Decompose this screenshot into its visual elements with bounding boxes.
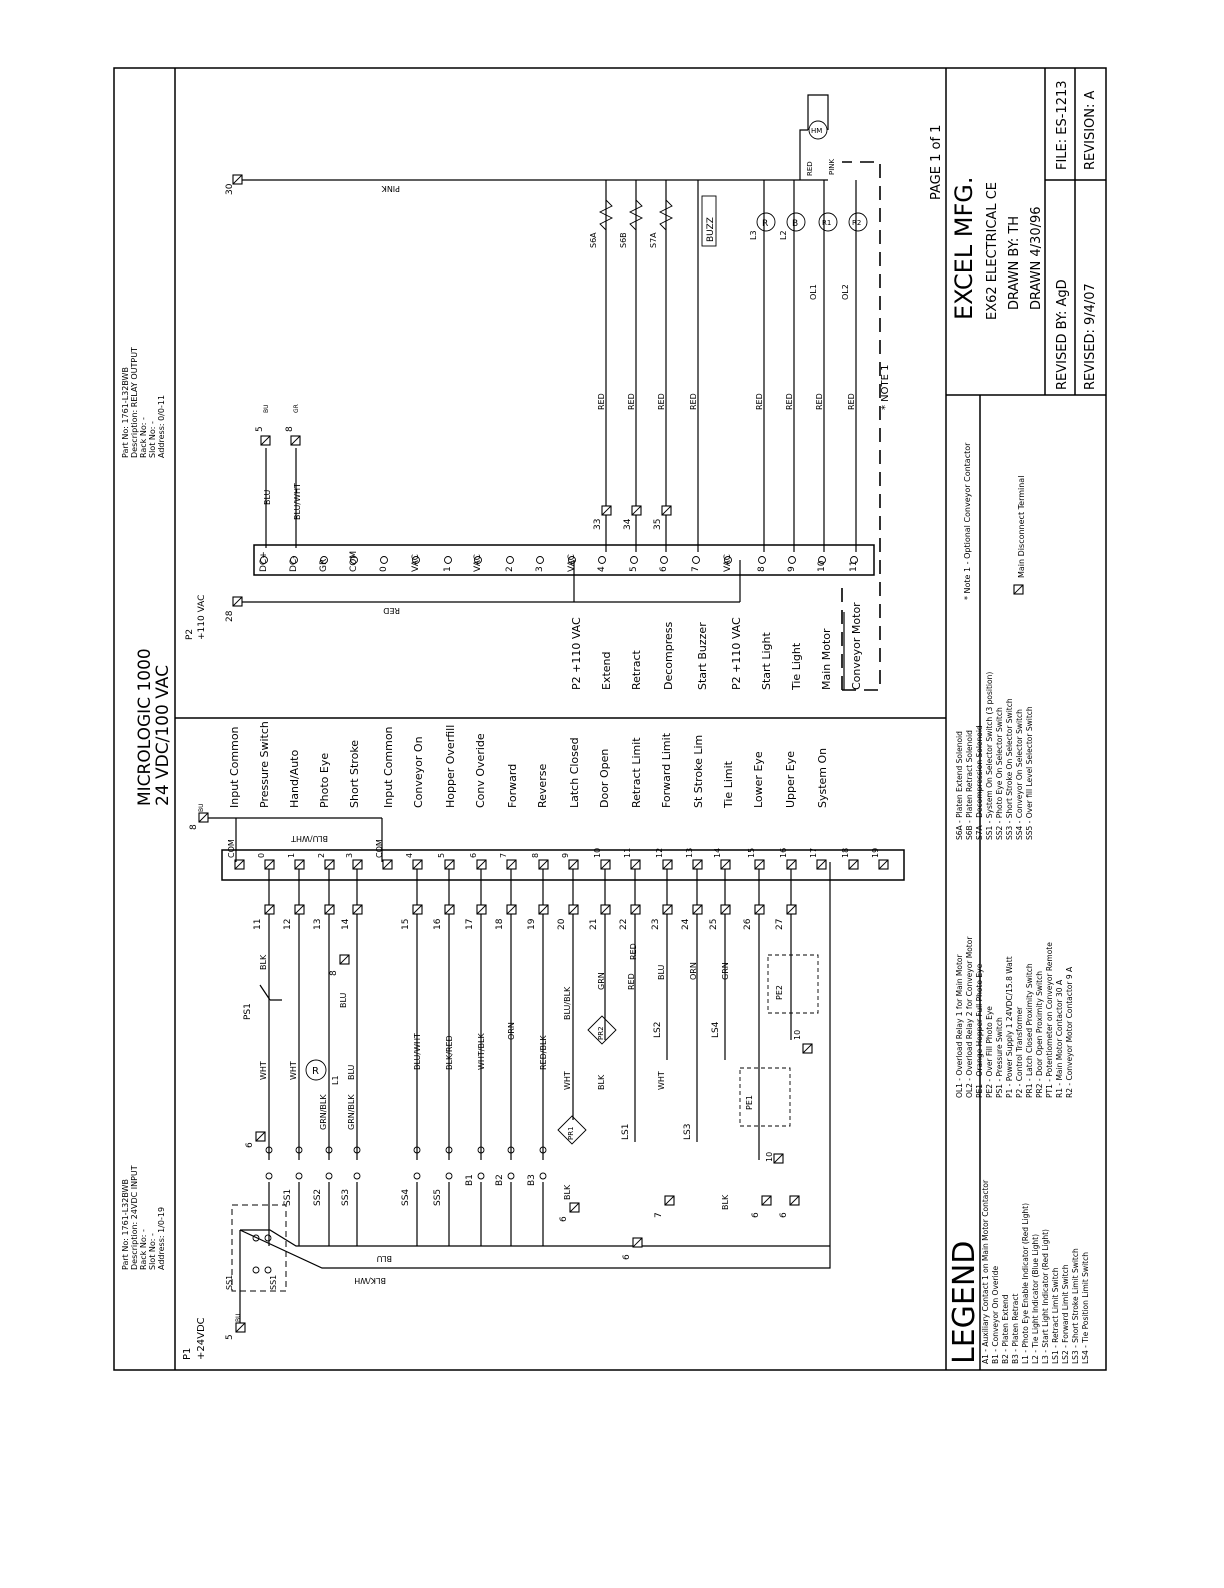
- legend-entry: SS4 - Conveyor On Selector Switch: [1015, 709, 1024, 840]
- legend-entry: B3 - Platen Retract: [1011, 1293, 1020, 1364]
- wire-number: 20: [557, 918, 567, 930]
- svg-text:R1: R1: [822, 219, 832, 227]
- input-terminal-label: 13: [685, 847, 694, 858]
- legend-entry: PR1 - Latch Closed Proximity Switch: [1025, 963, 1034, 1098]
- wire-number: 24: [681, 918, 691, 930]
- wire-color-label: RED: [627, 973, 636, 990]
- solenoid-label: S7A: [649, 232, 658, 248]
- legend-entry: SS2 - Photo Eye On Selector Switch: [995, 707, 1004, 840]
- legend-entry: S6A - Platen Extend Solenoid: [955, 731, 964, 840]
- solenoid-label: S6B: [619, 232, 628, 248]
- output-wire-color: RED: [657, 393, 666, 410]
- note-marker: * NOTE 1: [880, 364, 891, 410]
- wire-color-label: GRN: [597, 972, 606, 990]
- r2-contactor-icon: [849, 213, 867, 231]
- output-function-label: P2 +110 VAC: [730, 617, 743, 690]
- svg-text:PE2: PE2: [775, 985, 784, 1000]
- wire-color-label: WHT: [563, 1071, 572, 1090]
- svg-text:HM: HM: [811, 127, 823, 135]
- legend-entry: PS1 - Pressure Switch: [995, 1017, 1004, 1098]
- pe2-photo-eye: [768, 955, 818, 1053]
- pe1-photo-eye: [740, 1068, 790, 1163]
- output-wire-color: RED: [627, 393, 636, 410]
- output-function-label: Retract: [630, 650, 643, 690]
- wire-number: 19: [527, 918, 537, 930]
- input-device-label: SS3: [341, 1188, 351, 1206]
- svg-text:Rack No: -: Rack No: -: [139, 1229, 148, 1270]
- output-terminal-label: 10: [817, 560, 827, 572]
- wire-number: 14: [341, 918, 351, 930]
- wire-number: 22: [619, 918, 629, 930]
- revised-date: REVISED: 9/4/07: [1083, 283, 1098, 390]
- legend-entry: B1 - Conveyor On Overide: [991, 1265, 1000, 1364]
- svg-text:BU: BU: [263, 404, 270, 413]
- output-terminal-strip: [254, 545, 874, 575]
- legend-entry: OL1 - Overload Relay 1 for Main Motor: [955, 954, 964, 1098]
- svg-text:B: B: [792, 219, 799, 229]
- svg-text:5: 5: [255, 426, 265, 432]
- wire-number: 27: [775, 918, 785, 930]
- input-function-label: Hand/Auto: [288, 749, 301, 808]
- legend-entry: PE2 - Over Fill Photo Eye: [985, 1006, 994, 1098]
- legend-column-2: [955, 936, 1074, 1098]
- input-terminal-label: 11: [623, 847, 632, 858]
- input-device-label: LS1: [621, 1123, 631, 1140]
- pr2-proximity-switch: [588, 1016, 616, 1044]
- wire-number: 13: [313, 918, 323, 930]
- solenoid-label: S6A: [589, 232, 598, 248]
- wire-number: 11: [253, 918, 263, 930]
- wire-color-label: GRN: [721, 962, 730, 980]
- output-wire-color: RED: [755, 393, 764, 410]
- wire-color-label: BLU/WHT: [413, 1033, 422, 1070]
- legend-entry: B2 - Platen Extend: [1001, 1294, 1010, 1364]
- wire-color-label: BLU: [347, 1064, 356, 1080]
- input-terminal-label: 12: [655, 847, 664, 858]
- p2-label: P2: [185, 628, 195, 640]
- legend-column-1: [981, 1179, 1090, 1364]
- svg-text:OL2: OL2: [841, 284, 850, 300]
- svg-text:R2: R2: [852, 219, 862, 227]
- input-terminal-label: 18: [841, 847, 850, 858]
- svg-text:BLK/WH: BLK/WH: [354, 1276, 386, 1285]
- input-device-label: LS2: [653, 1021, 663, 1038]
- svg-text:Description: 24VDC INPUT: Description: 24VDC INPUT: [130, 1165, 139, 1270]
- wire-color-label: ORN: [507, 1022, 516, 1040]
- l2-light-icon: [779, 213, 805, 240]
- legend-entry: PE1 - Orange Hopper Full Photo Eye: [975, 963, 984, 1098]
- output-terminal-label: COM: [349, 550, 359, 572]
- svg-text:OL1: OL1: [809, 284, 818, 300]
- wire-number: 16: [433, 918, 443, 930]
- output-terminal-label: 11: [849, 560, 859, 572]
- wire-number: 25: [709, 918, 719, 930]
- output-terminal-label: DC-: [289, 555, 299, 572]
- svg-text:BU: BU: [235, 1313, 242, 1322]
- output-terminal-label: 6: [659, 566, 669, 572]
- svg-text:L1: L1: [331, 1075, 340, 1085]
- wire-number: 12: [283, 918, 293, 930]
- svg-text:BUZZ: BUZZ: [706, 217, 716, 242]
- output-wire-color: RED: [847, 393, 856, 410]
- output-wire-color: RED: [689, 393, 698, 410]
- svg-text:GR: GR: [293, 404, 300, 413]
- svg-text:Address: 1/0-19: Address: 1/0-19: [157, 1206, 166, 1270]
- input-function-label: Short Stroke: [348, 739, 361, 808]
- wire-number: 26: [743, 918, 753, 930]
- output-function-label: Start Light: [760, 632, 773, 690]
- wire-color-label: BLK: [721, 1194, 730, 1210]
- wire-color-label: ORN: [689, 962, 698, 980]
- input-terminal-label: 10: [593, 847, 602, 858]
- svg-text:8: 8: [329, 970, 339, 976]
- file-number: FILE: ES-1213: [1055, 80, 1070, 170]
- svg-text:SS1: SS1: [269, 1274, 278, 1290]
- svg-text:Part No: 1761-L32BWB: Part No: 1761-L32BWB: [121, 367, 130, 458]
- input-device-label: LS4: [711, 1021, 721, 1038]
- legend-entry: R1 - Main Motor Contactor 30 A: [1055, 979, 1064, 1098]
- input-terminal-label: 8: [531, 852, 540, 858]
- svg-text:8: 8: [285, 426, 295, 432]
- svg-text:5: 5: [225, 1334, 235, 1340]
- input-function-label: Tie Limit: [722, 761, 735, 808]
- output-wire-color: RED: [785, 393, 794, 410]
- svg-text:6: 6: [559, 1216, 569, 1222]
- wire-color-label: BLK: [259, 954, 268, 970]
- wire-color-label: RED/BLK: [539, 1035, 548, 1070]
- svg-text:PINK: PINK: [828, 158, 836, 175]
- output-terminal-label: 2: [505, 566, 515, 572]
- controller-title: MICROLOGIC 1000: [135, 648, 155, 806]
- svg-text:28: 28: [225, 610, 235, 622]
- hm-meter-icon: [809, 121, 827, 139]
- svg-text:RED: RED: [806, 161, 814, 176]
- svg-text:10: 10: [765, 1151, 774, 1162]
- legend-entry: L2 - Tie Light Indicator (Blue Light): [1031, 1233, 1040, 1364]
- output-terminal-label: 0: [379, 566, 389, 572]
- legend-entry: P2 - Control Transformer: [1015, 1006, 1024, 1098]
- input-function-label: Conveyor On: [412, 736, 425, 808]
- l3-light-icon: [749, 213, 775, 240]
- input-device-label: B2: [495, 1174, 505, 1186]
- company-name: EXCEL MFG.: [950, 176, 978, 320]
- input-terminal-label: 1: [287, 852, 296, 858]
- wire-number: 21: [589, 918, 599, 930]
- output-terminal-label: 1: [443, 566, 453, 572]
- svg-text:7: 7: [654, 1212, 664, 1218]
- wire-color-label: WHT: [657, 1071, 666, 1090]
- note-1-text: * Note 1 - Optional Conveyor Contactor: [963, 442, 972, 600]
- output-wiring: [589, 180, 856, 552]
- p1-label: P1: [182, 1347, 193, 1360]
- legend-entry: L1 - Photo Eye Enable Indicator (Red Light): [1021, 1202, 1030, 1364]
- output-wire-color: RED: [815, 393, 824, 410]
- output-function-label: Extend: [600, 651, 613, 690]
- controller-subtitle: 24 VDC/100 VAC: [153, 665, 173, 806]
- input-function-label: Input Common: [228, 726, 241, 808]
- input-function-label: Conv Overide: [474, 733, 487, 808]
- input-terminal-label: COM: [375, 839, 384, 858]
- legend-entry: OL2 - Overload Relay 2 for Conveyor Motor: [965, 936, 974, 1098]
- input-terminal-label: COM: [227, 839, 236, 858]
- input-terminal-label: 17: [809, 847, 818, 858]
- input-terminal-label: 5: [437, 852, 446, 858]
- input-device-label: B3: [527, 1174, 537, 1186]
- svg-text:10: 10: [793, 1029, 802, 1040]
- output-terminal-label: 9: [787, 566, 797, 572]
- legend-entry: S7A - Decompression Solenoid: [975, 725, 984, 840]
- output-terminal-label: 4: [597, 566, 607, 572]
- output-function-label: Decompress: [662, 621, 675, 690]
- p1-voltage: +24VDC: [196, 1317, 207, 1360]
- legend-entry: LS1 - Retract Limit Switch: [1051, 1267, 1060, 1364]
- ss1-selector-switch: [225, 1205, 286, 1291]
- disconnect-terminal-text: Main Disconnect Terminal: [1017, 475, 1026, 578]
- svg-text:SS1: SS1: [225, 1274, 234, 1290]
- svg-text:8: 8: [189, 824, 199, 830]
- output-wire-number: 33: [593, 518, 603, 530]
- input-function-label: System On: [816, 747, 829, 808]
- drawn-by: DRAWN BY: TH: [1007, 215, 1022, 310]
- input-function-label: Hopper Overfill: [444, 724, 457, 808]
- legend-entry: LS3 - Short Stroke Limit Switch: [1071, 1248, 1080, 1364]
- input-device-label: SS1: [283, 1188, 293, 1206]
- input-terminal-label: 14: [713, 847, 722, 858]
- title-block: [929, 80, 1098, 390]
- svg-text:6: 6: [779, 1212, 789, 1218]
- input-terminal-label: 6: [469, 852, 478, 858]
- wire-number: 18: [495, 918, 505, 930]
- svg-text:Slot No: -: Slot No: -: [148, 1233, 157, 1270]
- wire-color-label: BLU/BLK: [563, 986, 572, 1020]
- svg-text:PR1: PR1: [567, 1126, 575, 1140]
- svg-text:BU: BU: [198, 803, 205, 812]
- drawn-date: DRAWN 4/30/96: [1029, 206, 1044, 310]
- input-device-label: B1: [465, 1174, 475, 1186]
- output-function-label: Conveyor Motor: [850, 602, 863, 690]
- output-terminals: [259, 551, 859, 572]
- input-function-label: Lower Eye: [752, 751, 765, 808]
- input-terminal-label: 19: [871, 847, 880, 858]
- input-terminal-label: 9: [561, 852, 570, 858]
- output-wire-color: RED: [597, 393, 606, 410]
- wire-color-label: GRN/BLK: [347, 1094, 356, 1130]
- input-function-label: Input Common: [382, 726, 395, 808]
- output-terminal-label: VAC: [411, 554, 421, 572]
- input-terminal-label: 16: [779, 847, 788, 858]
- legend-entry: LS4 - Tie Position Limit Switch: [1081, 1252, 1090, 1364]
- input-device-label: SS4: [401, 1188, 411, 1206]
- legend-entry: SS5 - Over fill Level Selector Switch: [1025, 706, 1034, 840]
- output-wire-number: 35: [653, 518, 663, 530]
- legend-entry: L3 - Start Light Indicator (Red Light): [1041, 1229, 1050, 1364]
- wire-number: 15: [401, 918, 411, 930]
- legend-entry: SS3 - Short Stroke On Selector Switch: [1005, 698, 1014, 840]
- input-function-label: Forward: [506, 763, 519, 808]
- output-function-label: P2 +110 VAC: [570, 617, 583, 690]
- input-function-label: Upper Eye: [784, 750, 797, 808]
- input-wiring: [253, 869, 796, 1246]
- output-terminal-label: 8: [757, 566, 767, 572]
- svg-text:6: 6: [622, 1254, 632, 1260]
- legend-column-3: [955, 672, 1034, 840]
- input-function-label: Latch Closed: [568, 737, 581, 808]
- svg-text:RED: RED: [383, 606, 400, 615]
- legend-entry: LS2 - Forward Limit Switch: [1061, 1264, 1070, 1364]
- input-terminal-label: 7: [499, 852, 508, 858]
- output-terminal-label: VAC: [567, 554, 577, 572]
- input-module-info: [121, 1165, 166, 1270]
- input-functions: [228, 721, 829, 809]
- wire-color-label: BLK/RED: [445, 1035, 454, 1070]
- svg-text:6: 6: [245, 1142, 255, 1148]
- svg-text:PR2: PR2: [597, 1026, 605, 1040]
- output-terminal-label: 7: [691, 566, 701, 572]
- output-wire-number: 34: [623, 518, 633, 530]
- input-terminal-label: 2: [317, 852, 326, 858]
- input-device-label: SS5: [433, 1188, 443, 1206]
- p2-voltage: +110 VAC: [197, 594, 207, 640]
- wire-color-label: BLU: [657, 964, 666, 980]
- output-function-label: Main Motor: [820, 628, 833, 690]
- input-terminal-label: 4: [405, 852, 414, 858]
- input-terminal-label: 15: [747, 847, 756, 858]
- input-function-label: Pressure Switch: [258, 721, 271, 808]
- input-function-label: Door Open: [598, 748, 611, 808]
- input-terminal-label: 3: [345, 852, 354, 858]
- r1-contactor-icon: [819, 213, 837, 231]
- legend-entry: S6B - Platen Retract Solenoid: [965, 730, 974, 840]
- output-terminal-label: VAC: [723, 554, 733, 572]
- svg-text:Rack No: -: Rack No: -: [139, 417, 148, 458]
- output-terminal-label: 5: [629, 566, 639, 572]
- svg-text:BLU/WHT: BLU/WHT: [291, 834, 328, 843]
- legend-entry: A1 - Auxiliary Contact 1 on Main Motor Contactor: [981, 1179, 990, 1364]
- wire-number: 17: [465, 918, 475, 930]
- revised-by: REVISED BY: AgD: [1055, 279, 1070, 390]
- svg-text:BLU: BLU: [376, 1254, 392, 1263]
- input-function-label: Retract Limit: [630, 737, 643, 808]
- svg-text:PS1: PS1: [243, 1003, 253, 1020]
- wire-color-label: WHT: [289, 1061, 298, 1080]
- pr1-proximity-switch: [558, 1116, 586, 1144]
- output-functions: [570, 602, 863, 691]
- wire-color-label: GRN/BLK: [319, 1094, 328, 1130]
- svg-text:R: R: [762, 219, 769, 229]
- svg-text:Part No: 1761-L32BWB: Part No: 1761-L32BWB: [121, 1179, 130, 1270]
- svg-text:Address: 0/0-11: Address: 0/0-11: [157, 394, 166, 458]
- svg-text:L2: L2: [779, 230, 788, 240]
- svg-text:BLU: BLU: [263, 489, 272, 505]
- legend-entry: R2 - Conveyor Motor Contactor 9 A: [1065, 966, 1074, 1098]
- wire-color-label: BLK: [563, 1184, 572, 1200]
- input-function-label: Photo Eye: [318, 752, 331, 808]
- revision: REVISION: A: [1083, 90, 1098, 170]
- svg-text:Description: RELAY OUTPUT: Description: RELAY OUTPUT: [130, 347, 139, 458]
- wire-color-label: WHT: [259, 1061, 268, 1080]
- wire-number: 23: [651, 918, 661, 930]
- output-terminal-label: DC+: [259, 551, 269, 572]
- legend-entry: PT1 - Potentiometer on Conveyor Remote: [1045, 942, 1054, 1098]
- legend-entry: SS1 - System On Selector Switch (3 position): [985, 671, 994, 840]
- svg-text:6: 6: [751, 1212, 761, 1218]
- output-terminal-label: VAC: [473, 554, 483, 572]
- output-function-label: Tie Light: [790, 642, 803, 690]
- wire-color-label: WHT/BLK: [477, 1033, 486, 1070]
- svg-text:Slot No: -: Slot No: -: [148, 421, 157, 458]
- output-terminal-label: GR: [319, 558, 329, 572]
- wire-color-label: BLU: [339, 992, 348, 1008]
- page-number: PAGE 1 of 1: [929, 124, 944, 200]
- input-function-label: Forward Limit: [660, 732, 673, 808]
- svg-text:BLU/WHT: BLU/WHT: [293, 483, 302, 520]
- input-function-label: Reverse: [536, 763, 549, 808]
- input-terminal-label: 0: [257, 852, 266, 858]
- wire-color-label: BLK: [597, 1074, 606, 1090]
- input-device-label: SS2: [313, 1188, 323, 1206]
- legend-entry: PR2 - Door Open Proximity Switch: [1035, 971, 1044, 1098]
- svg-text:PINK: PINK: [381, 184, 400, 193]
- wire-color-label: RED: [629, 943, 638, 960]
- output-function-label: Start Buzzer: [696, 622, 709, 690]
- output-module-info: [121, 347, 166, 458]
- input-device-label: LS3: [683, 1123, 693, 1140]
- drawing-title: EX62 ELECTRICAL CE: [985, 182, 1000, 320]
- svg-text:L3: L3: [749, 230, 758, 240]
- output-terminal-label: 3: [535, 566, 545, 572]
- legend-entry: P1 - Power Supply 1 24VDC/15.8 Watt: [1005, 956, 1014, 1098]
- svg-text:PE1: PE1: [745, 1095, 754, 1110]
- svg-text:R: R: [312, 1066, 319, 1077]
- svg-text:30: 30: [225, 183, 235, 195]
- legend-title: LEGEND: [947, 1240, 982, 1364]
- input-function-label: St Stroke Lim: [692, 734, 705, 808]
